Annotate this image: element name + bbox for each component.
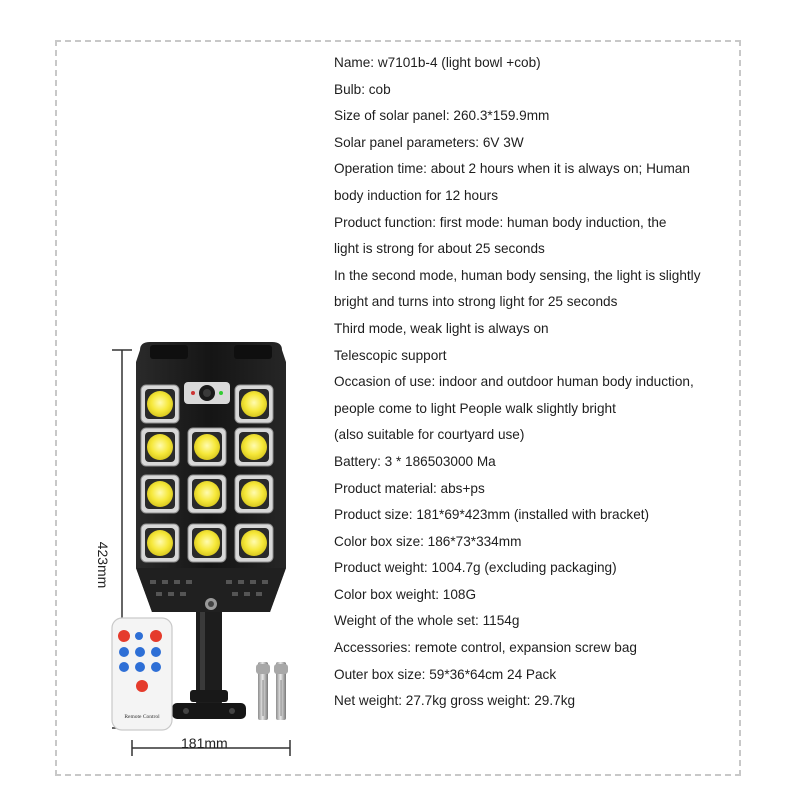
led-module (235, 475, 273, 513)
spec-accessories: Accessories: remote control, expansion screw bag (334, 640, 637, 656)
spec-color-box-weight: Color box weight: 108G (334, 586, 477, 602)
spec-solar-panel-parameters: Solar panel parameters: 6V 3W (334, 134, 524, 150)
led-module (141, 385, 179, 423)
remote-power-button (118, 630, 130, 642)
spec-occasion-cont: people come to light People walk slightly bright (334, 400, 616, 416)
led-module (188, 428, 226, 466)
motion-sensor (184, 382, 230, 404)
spec-occasion-cont2: (also suitable for courtyard use) (334, 427, 525, 443)
height-label: 423mm (95, 541, 111, 589)
spec-product-function: Product function: first mode: human body induction, the (334, 214, 667, 230)
spec-solar-panel-size: Size of solar panel: 260.3*159.9mm (334, 108, 550, 124)
spec-telescopic-support: Telescopic support (334, 347, 447, 363)
spec-second-mode-cont: bright and turns into strong light for 25 seconds (334, 294, 618, 310)
led-module (235, 524, 273, 562)
spec-second-mode: In the second mode, human body sensing, the light is slightly (334, 267, 701, 283)
spec-set-weight: Weight of the whole set: 1154g (334, 613, 520, 629)
spec-product-weight: Product weight: 1004.7g (excluding packaging) (334, 560, 617, 576)
width-label: 181mm (181, 735, 228, 751)
spec-bulb: Bulb: cob (334, 81, 391, 97)
spec-operation-time-cont: body induction for 12 hours (334, 187, 498, 203)
expansion-screws (256, 662, 288, 720)
spec-name: Name: w7101b-4 (light bowl +cob) (334, 55, 541, 70)
led-module (235, 385, 273, 423)
remote-label: Remote Control (124, 714, 160, 720)
spec-outer-box-size: Outer box size: 59*36*64cm 24 Pack (334, 666, 557, 682)
led-module (141, 524, 179, 562)
spec-product-function-cont: light is strong for about 25 seconds (334, 241, 545, 257)
led-module (141, 475, 179, 513)
spec-color-box-size: Color box size: 186*73*334mm (334, 533, 522, 549)
spec-occasion: Occasion of use: indoor and outdoor human body induction, (334, 374, 694, 390)
led-module (235, 428, 273, 466)
led-module (141, 428, 179, 466)
spec-net-gross-weight: Net weight: 27.7kg gross weight: 29.7kg (334, 693, 576, 709)
led-module (188, 524, 226, 562)
spec-operation-time: Operation time: about 2 hours when it is always on; Human (334, 161, 690, 177)
spec-battery: Battery: 3 * 186503000 Ma (334, 453, 496, 469)
spec-material: Product material: abs+ps (334, 480, 485, 496)
mounting-bracket (172, 600, 246, 719)
remote-control (112, 618, 172, 730)
spec-third-mode: Third mode, weak light is always on (334, 320, 549, 336)
led-module (188, 475, 226, 513)
spec-product-size: Product size: 181*69*423mm (installed with bracket) (334, 507, 650, 523)
